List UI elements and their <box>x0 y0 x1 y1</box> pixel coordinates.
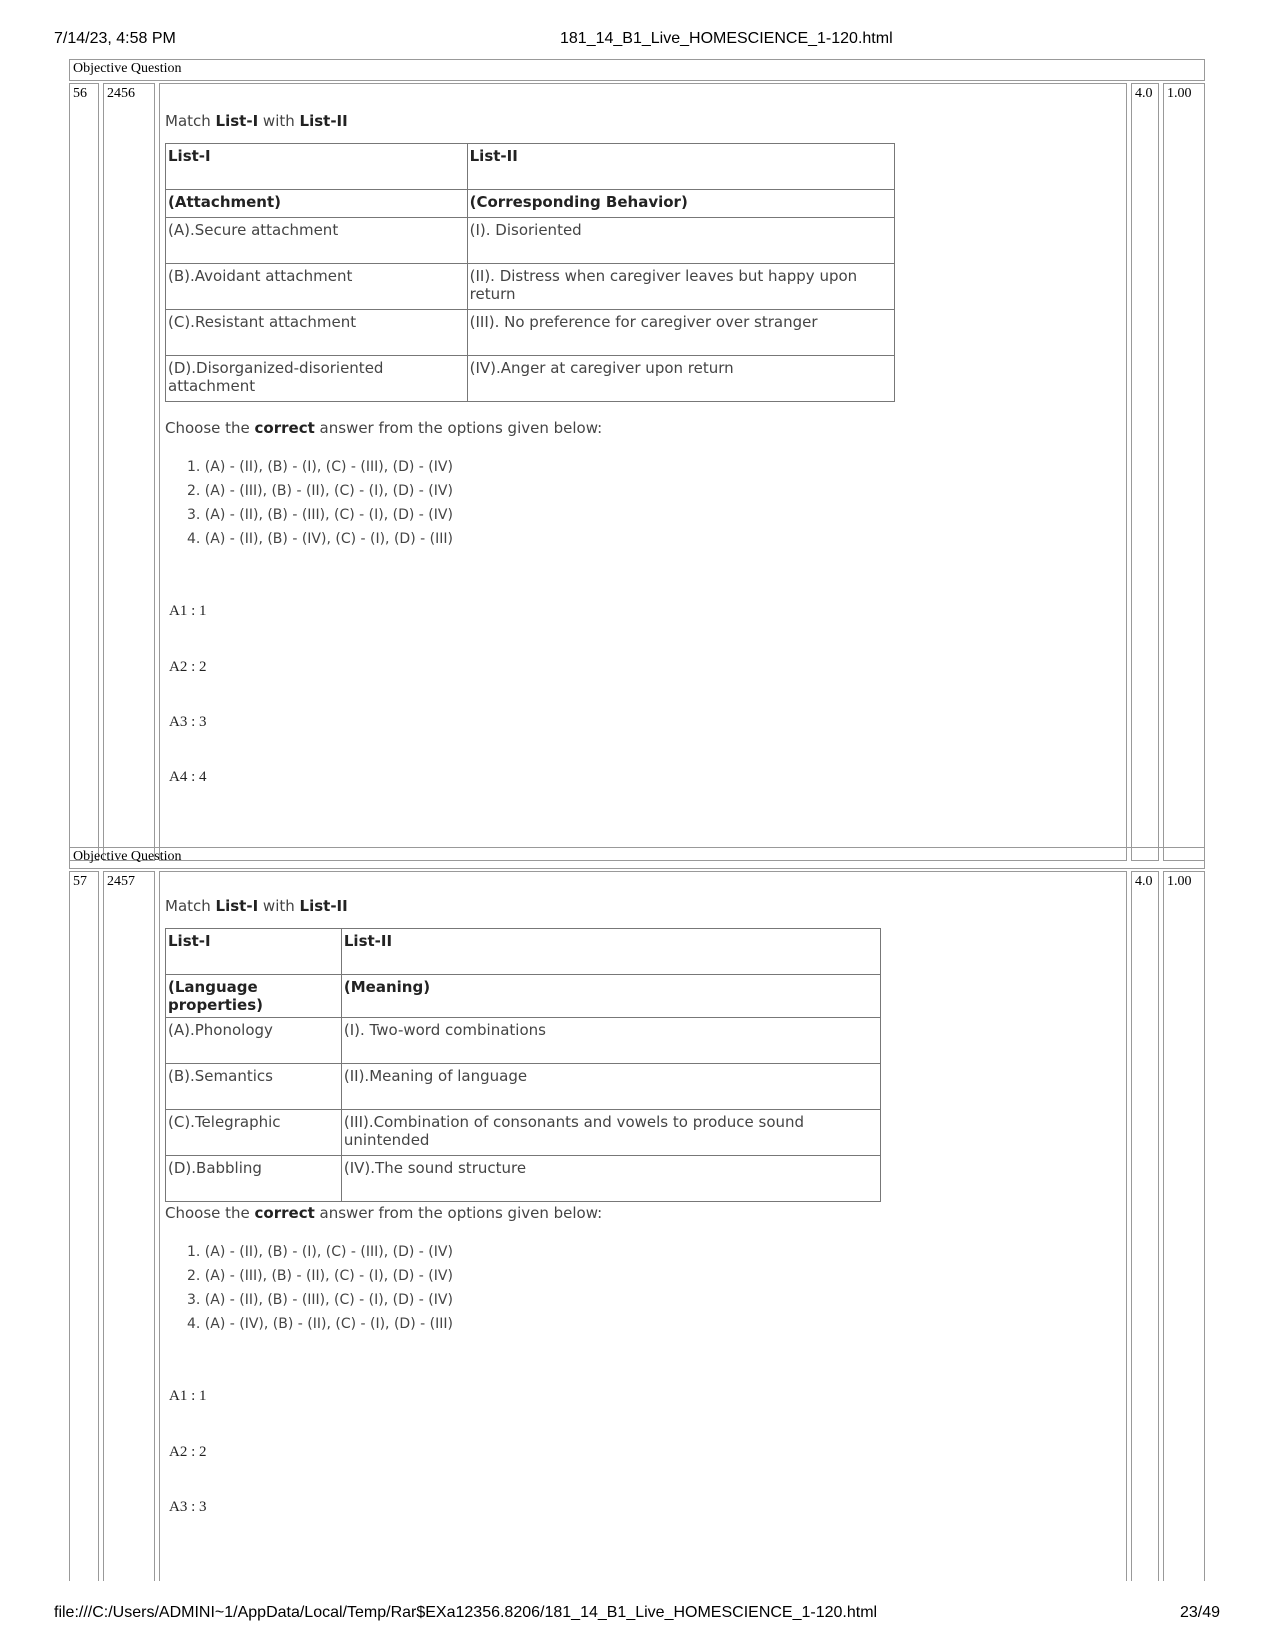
match-table-cell: (A).Secure attachment <box>166 218 468 264</box>
match-table-subheader-cell: (Meaning) <box>341 975 880 1018</box>
print-document-title: 181_14_B1_Live_HOMESCIENCE_1-120.html <box>560 30 893 47</box>
match-table-cell: (I). Disoriented <box>467 218 894 264</box>
match-table-cell: (A).Phonology <box>166 1018 342 1064</box>
match-table-cell: (II). Distress when caregiver leaves but happy upon return <box>467 264 894 310</box>
match-table-row <box>166 1156 881 1202</box>
question-type-label: Objective Question <box>69 59 1205 81</box>
option-item: 2. (A) - (III), (B) - (II), (C) - (I), (D) - (IV) <box>187 483 453 499</box>
question-marks: 4.0 <box>1131 871 1159 1581</box>
match-table-cell: (IV).The sound structure <box>341 1156 880 1202</box>
match-table-header-cell: List-I <box>166 929 342 975</box>
match-table-subheader-row <box>166 190 895 218</box>
choose-instruction: Choose the correct answer from the options given below: <box>165 1204 603 1222</box>
question-row <box>69 871 1205 1581</box>
match-table-cell: (D).Disorganized-disoriented attachment <box>166 356 468 402</box>
match-table-cell: (B).Semantics <box>166 1064 342 1110</box>
match-table-cell: (D).Babbling <box>166 1156 342 1202</box>
question-negative-marks: 1.00 <box>1163 871 1205 1581</box>
option-item: 1. (A) - (II), (B) - (I), (C) - (III), (D) - (IV) <box>187 459 453 475</box>
match-table-row <box>166 218 895 264</box>
match-table-cell: (IV).Anger at caregiver upon return <box>467 356 894 402</box>
question-type-label: Objective Question <box>69 847 1205 869</box>
match-table-cell: (III).Combination of consonants and vowels to produce sound unintended <box>341 1110 880 1156</box>
match-table-header-cell: List-I <box>166 144 468 190</box>
question-negative-marks: 1.00 <box>1163 83 1205 861</box>
question-stem: Match List-I with List-II <box>165 897 348 915</box>
match-table-row <box>166 1110 881 1156</box>
print-file-path: file:///C:/Users/ADMINI~1/AppData/Local/Temp/Rar$EXa12356.8206/181_14_B1_Live_HOMESCIENCE_1-120.html <box>54 1604 878 1621</box>
match-table-header-cell: List-II <box>341 929 880 975</box>
match-table-row <box>166 1064 881 1110</box>
option-item: 1. (A) - (II), (B) - (I), (C) - (III), (D) - (IV) <box>187 1244 453 1260</box>
question-number: 57 <box>69 871 99 1581</box>
option-item: 2. (A) - (III), (B) - (II), (C) - (I), (D) - (IV) <box>187 1268 453 1284</box>
print-datetime: 7/14/23, 4:58 PM <box>54 30 176 47</box>
question-block <box>69 847 1205 1581</box>
options-list <box>187 1240 453 1336</box>
answer-key: A2 : 2 <box>169 1444 207 1460</box>
question-row <box>69 83 1205 861</box>
answer-key: A3 : 3 <box>169 1499 207 1515</box>
match-table-subheader-cell: (Corresponding Behavior) <box>467 190 894 218</box>
match-table <box>165 928 881 1202</box>
question-number: 56 <box>69 83 99 861</box>
match-table <box>165 143 895 402</box>
question-stem: Match List-I with List-II <box>165 112 348 130</box>
match-table-row <box>166 310 895 356</box>
match-table-cell: (II).Meaning of language <box>341 1064 880 1110</box>
answer-key: A2 : 2 <box>169 659 207 675</box>
answer-key: A1 : 1 <box>169 603 207 619</box>
answer-key: A4 : 4 <box>169 769 207 785</box>
match-table-header-row <box>166 144 895 190</box>
match-table-row <box>166 264 895 310</box>
question-marks: 4.0 <box>1131 83 1159 861</box>
option-item: 4. (A) - (II), (B) - (IV), (C) - (I), (D) - (III) <box>187 531 453 547</box>
question-block <box>69 59 1205 861</box>
option-item: 3. (A) - (II), (B) - (III), (C) - (I), (D) - (IV) <box>187 1292 453 1308</box>
match-table-header-row <box>166 929 881 975</box>
match-table-cell: (III). No preference for caregiver over stranger <box>467 310 894 356</box>
match-table-row <box>166 1018 881 1064</box>
match-table-subheader-cell: (Attachment) <box>166 190 468 218</box>
match-table-cell: (C).Resistant attachment <box>166 310 468 356</box>
match-table-cell: (C).Telegraphic <box>166 1110 342 1156</box>
option-item: 3. (A) - (II), (B) - (III), (C) - (I), (D) - (IV) <box>187 507 453 523</box>
match-table-subheader-row <box>166 975 881 1018</box>
match-table-row <box>166 356 895 402</box>
answer-key: A3 : 3 <box>169 714 207 730</box>
option-item: 4. (A) - (IV), (B) - (II), (C) - (I), (D) - (III) <box>187 1316 453 1332</box>
options-list <box>187 455 453 551</box>
match-table-cell: (I). Two-word combinations <box>341 1018 880 1064</box>
answer-key: A1 : 1 <box>169 1388 207 1404</box>
match-table-cell: (B).Avoidant attachment <box>166 264 468 310</box>
match-table-subheader-cell: (Language properties) <box>166 975 342 1018</box>
print-page-number: 23/49 <box>1180 1604 1221 1621</box>
choose-instruction: Choose the correct answer from the options given below: <box>165 419 603 437</box>
question-id: 2457 <box>103 871 155 1581</box>
match-table-header-cell: List-II <box>467 144 894 190</box>
question-id: 2456 <box>103 83 155 861</box>
